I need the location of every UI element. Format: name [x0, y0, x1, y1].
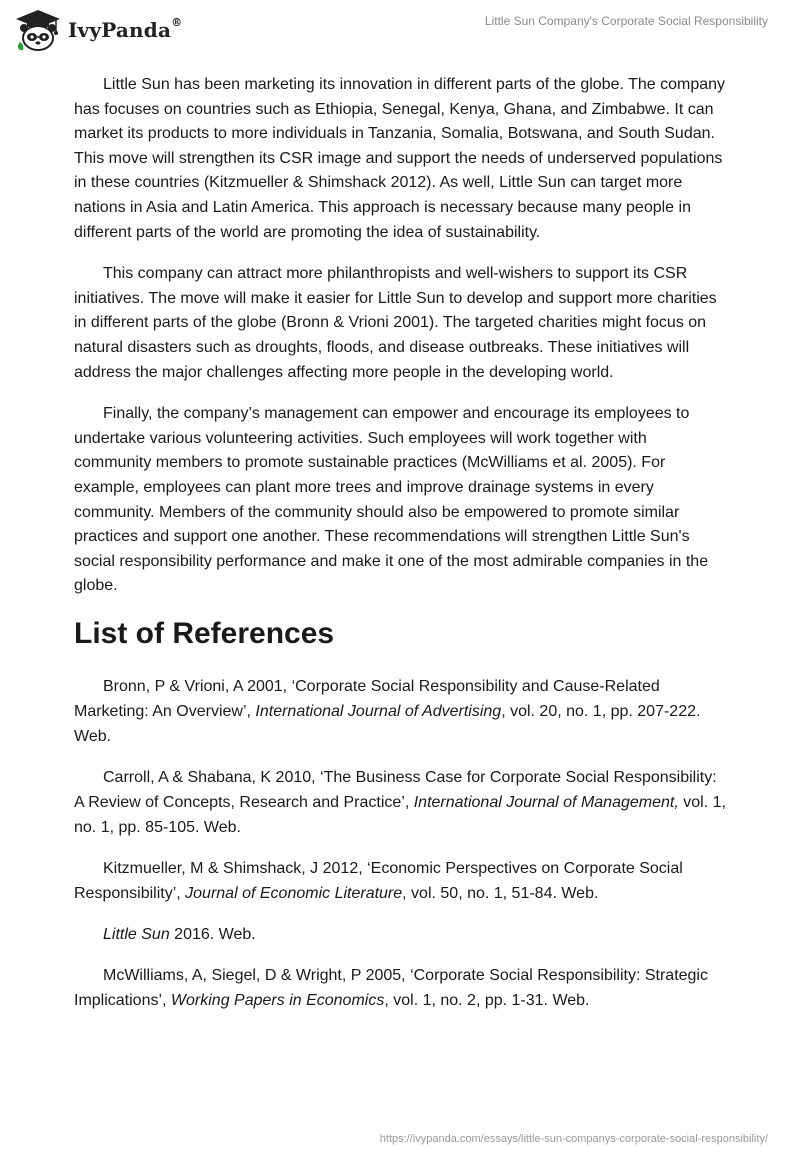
panda-graduate-icon [14, 8, 62, 52]
document-body [74, 73, 726, 1029]
footer-url-link[interactable]: https://ivypanda.com/essays/little-sun-companys-corporate-social-responsibility/ [379, 1133, 768, 1145]
reference-entry: Carroll, A & Shabana, K 2010, ‘The Business Case for Corporate Social Responsibility: A Review of Concepts, Research and Practice’, International Journal of Management, vol. 1, no. 1, pp. 85-105. Web. [74, 768, 726, 836]
reference-entry: McWilliams, A, Siegel, D & Wright, P 2005, ‘Corporate Social Responsibility: Strategic Implications’, Working Papers in Economics, vol. 1, no. 2, pp. 1-31. Web. [74, 966, 708, 1009]
reference-entry: Little Sun 2016. Web. [103, 925, 256, 943]
reference-entry: Bronn, P & Vrioni, A 2001, ‘Corporate Social Responsibility and Cause-Related Marketing: An Overview’, International Journal of Advertising, vol. 20, no. 1, pp. 207-222. Web. [74, 677, 701, 745]
document-title: Little Sun Company's Corporate Social Responsibility [484, 14, 768, 28]
references-heading: List of References [74, 616, 335, 650]
body-paragraph: This company can attract more philanthropists and well-wishers to support its CSR initiatives. The move will make it easier for Little Sun to develop and support more charities in different parts of the globe (Bronn & Vrioni 2001). The targeted charities might focus on natural disasters such as droughts, floods, and disease outbreaks. These initiatives will address the major challenges affecting more people in the developing world. [74, 265, 717, 381]
body-paragraph: Finally, the company’s management can empower and encourage its employees to undertake various volunteering activities. Such employees will work together with community members to promote sustainable practices (McWilliams et al. 2005). For example, employees can plant more trees and improve drainage systems in every community. Members of the community should also be empowered to promote similar practices and support one another. These recommendations will strengthen Little Sun's social responsibility performance and make it one of the most admirable companies in the globe. [74, 405, 709, 595]
brand-name: IvyPanda® [68, 16, 183, 42]
body-paragraph: Little Sun has been marketing its innovation in different parts of the globe. The company has focuses on countries such as Ethiopia, Senegal, Kenya, Ghana, and Zimbabwe. It can market its products to more individuals in Tanzania, Somalia, Botswana, and South Sudan. This move will strengthen its CSR image and support the needs of underserved populations in these countries (Kitzmueller & Shimshack 2012). As well, Little Sun can target more nations in Asia and Latin America. This approach is necessary because many people in different parts of the world are promoting the idea of sustainability. [74, 76, 726, 241]
reference-entry: Kitzmueller, M & Shimshack, J 2012, ‘Economic Perspectives on Corporate Social Responsibility’, Journal of Economic Literature, vol. 50, no. 1, 51-84. Web. [74, 859, 683, 902]
page-header [0, 0, 800, 70]
ivypanda-logo[interactable] [14, 8, 182, 52]
